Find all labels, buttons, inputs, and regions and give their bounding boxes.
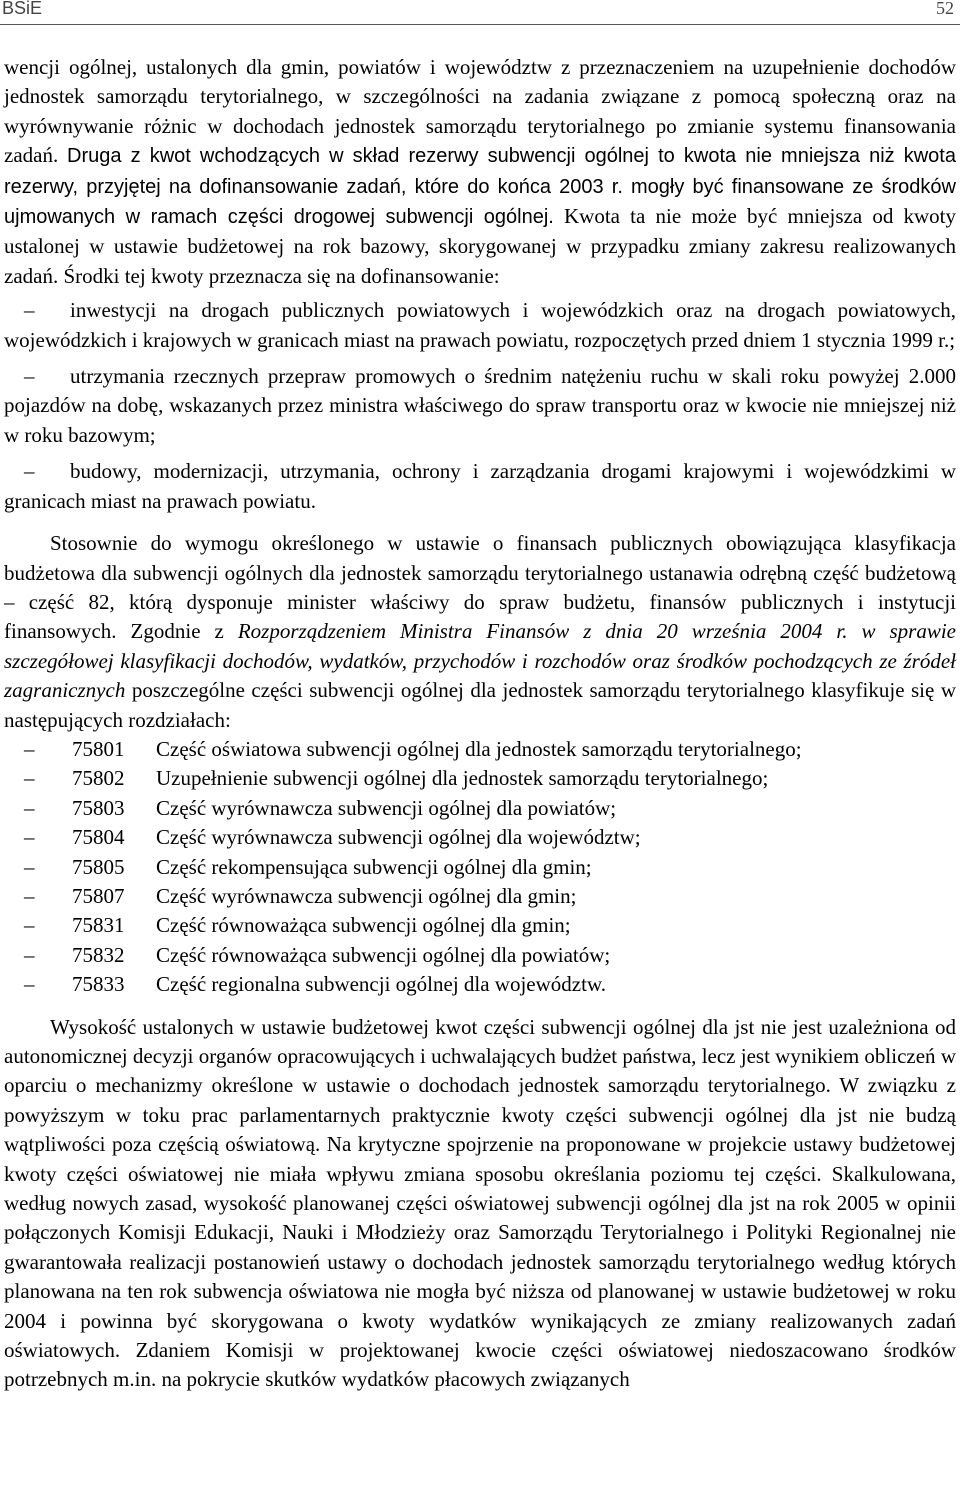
- list-item: [4, 882, 956, 911]
- chapter-code: 75833: [72, 972, 125, 997]
- chapter-name: Część wyrównawcza subwencji ogólnej dla województw;: [156, 825, 641, 850]
- dash-marker: –: [24, 736, 35, 761]
- chapter-code: 75804: [72, 825, 125, 850]
- chapter-name: Część regionalna subwencji ogólnej dla województw.: [156, 972, 607, 997]
- dash-marker: –: [24, 913, 35, 938]
- dash-item-text: budowy, modernizacji, utrzymania, ochrony i zarządzania drogami krajowymi i wojewódzkimi w granicach miast na prawach powiatu.: [4, 459, 956, 513]
- paragraph-3: Wysokość ustalonych w ustawie budżetowej kwot części subwencji ogólnej dla jst nie jest uzależniona od autonomicznej decyzji organów opracowujących i uchwalających budżet państwa, lecz jest wynikiem obliczeń w oparciu o mechanizmy określone w ustawie o dochodach jednostek samorządu terytorialnego. W związku z powyższym w toku prac parlamentarnych praktycznie kwoty części subwencji ogólnej dla jst nie budzą wątpliwości poza częścią oświatową. Na krytyczne spojrzenie na proponowane w projekcie ustawy budżetowej kwoty części oświatowej nie miała wpływu zmiana sposobu określania poziomu tej części. Skalkulowana, według nowych zasad, wysokość planowanej części oświatowej subwencji ogólnej dla jst na rok 2005 w opinii połączonych Komisji Edukacji, Nauki i Młodzieży oraz Samorządu Terytorialnego i Polityki Regionalnej nie gwarantowała realizacji postanowień ustawy o dochodach jednostek samorządu terytorialnego według których planowana na ten rok subwencja oświatowa nie mogła być niższa od planowanej w ustawie budżetowej w roku 2004 i powinna być skorygowana o kwoty wydatków wynikających ze zmiany realizowanych zadań oświatowych. Zdaniem Komisji w projektowanej kwocie części oświatowej niedoszacowano środków potrzebnych m.in. na pokrycie skutków wydatków płacowych związanych: [4, 1014, 956, 1392]
- chapter-code: 75807: [72, 883, 125, 908]
- page-header: [2, 0, 954, 24]
- paragraph-1-part-c: Kwota ta nie może być mniejsza od kwoty ustalonej w ustawie budżetowej na rok bazowy, skorygowanej w przypadku zmiany zakresu realizowanych zadań. Środki tej kwoty przeznacza się na dofinansowanie:: [4, 204, 956, 288]
- header-rule: [0, 24, 960, 25]
- dash-marker: –: [24, 972, 35, 997]
- dash-marker: –: [24, 825, 35, 850]
- chapter-name: Część równoważąca subwencji ogólnej dla powiatów;: [156, 942, 611, 967]
- paragraph-1: [4, 53, 956, 291]
- dash-item: [4, 457, 956, 516]
- paragraph-1-part-b: Druga z kwot wchodzących w skład rezerwy subwencji ogólnej to kwota nie mniejsza niż kwota rezerwy, przyjętej na dofinansowanie zadań, które do końca 2003 r. mogły być finansowane ze środków ujmowanych w ramach części drogowej subwencji ogólnej.: [4, 145, 956, 229]
- regulation-title: Rozporządzeniem Ministra Finansów z dnia 20 września 2004 r. w sprawie szczegółowej klasyfikacji dochodów, wydatków, przychodów i rozchodów oraz środków pochodzących ze źródeł zagranicznych: [4, 619, 956, 703]
- chapter-code: 75805: [72, 854, 125, 879]
- chapter-name: Część równoważąca subwencji ogólnej dla gmin;: [156, 913, 571, 938]
- classification-list: [4, 735, 956, 1000]
- dash-marker: –: [24, 766, 35, 791]
- list-item: [4, 911, 956, 940]
- chapter-code: 75832: [72, 942, 125, 967]
- dash-item-text: utrzymania rzecznych przepraw promowych o średnim natężeniu ruchu w skali roku powyżej 2.000 pojazdów na dobę, wskazanych przez ministra właściwego do spraw transportu oraz w kwocie nie mniejszej niż w roku bazowym;: [4, 364, 956, 447]
- paragraph-2-part-b: poszczególne części subwencji ogólnej dla jednostek samorządu terytorialnego klasyfikuje się w następujących rozdziałach:: [4, 678, 956, 732]
- chapter-name: Uzupełnienie subwencji ogólnej dla jednostek samorządu terytorialnego;: [156, 766, 769, 791]
- dash-marker: –: [24, 795, 35, 820]
- chapter-code: 75831: [72, 913, 125, 938]
- chapter-name: Część rekompensująca subwencji ogólnej dla gmin;: [156, 854, 592, 879]
- list-item: [4, 764, 956, 793]
- list-item: [4, 853, 956, 882]
- list-item: [4, 735, 956, 764]
- dash-marker: –: [24, 459, 35, 484]
- list-item: [4, 823, 956, 852]
- paragraph-2: [4, 529, 956, 735]
- dash-item: [4, 362, 956, 450]
- chapter-name: Część oświatowa subwencji ogólnej dla jednostek samorządu terytorialnego;: [156, 736, 802, 761]
- paragraph-1-part-a: wencji ogólnej, ustalonych dla gmin, powiatów i województw z przeznaczeniem na uzupełnienie dochodów jednostek samorządu terytorialnego, w szczególności na zadania związane z pomocą społeczną oraz na wyrównywanie różnic w dochodach jednostek samorządu terytorialnego po zmianie systemu finansowania zadań.: [4, 55, 956, 168]
- paragraph-2-part-a: Stosownie do wymogu określonego w ustawie o finansach publicznych obowiązująca klasyfikacja budżetowa dla subwencji ogólnych dla jednostek samorządu terytorialnego ustanawia odrębną część budżetową – część 82, którą dysponuje minister właściwy do spraw budżetu, finansów publicznych i instytucji finansowych. Zgodnie z: [4, 531, 956, 644]
- dash-marker: –: [24, 883, 35, 908]
- chapter-code: 75803: [72, 795, 125, 820]
- dash-item: [4, 296, 956, 355]
- chapter-code: 75802: [72, 766, 125, 791]
- list-item: [4, 970, 956, 999]
- chapter-code: 75801: [72, 736, 125, 761]
- dash-marker: –: [24, 298, 35, 323]
- chapter-name: Część wyrównawcza subwencji ogólnej dla gmin;: [156, 883, 577, 908]
- document-body: [4, 53, 956, 1395]
- chapter-name: Część wyrównawcza subwencji ogólnej dla powiatów;: [156, 795, 617, 820]
- dash-marker: –: [24, 854, 35, 879]
- list-item: [4, 941, 956, 970]
- list-item: [4, 794, 956, 823]
- page-number: 52: [936, 0, 954, 18]
- dash-marker: –: [24, 942, 35, 967]
- dash-item-text: inwestycji na drogach publicznych powiatowych i wojewódzkich oraz na drogach powiatowych, wojewódzkich i krajowych w granicach miast na prawach powiatu, rozpoczętych przed dniem 1 stycznia 1999 r.;: [4, 298, 956, 352]
- dash-marker: –: [24, 364, 35, 389]
- header-title: BSiE: [2, 0, 43, 18]
